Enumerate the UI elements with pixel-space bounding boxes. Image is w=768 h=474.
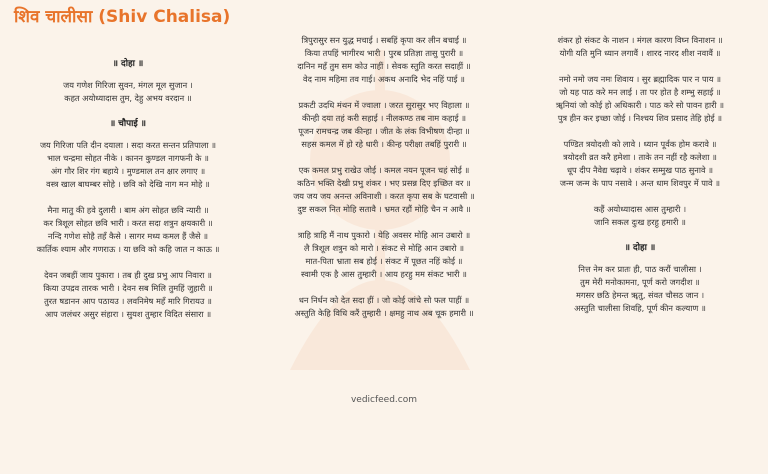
verse-line: त्रिपुरासुर सन युद्ध मचाई । सबहिं कृपा कर लीन बचाई ॥	[301, 35, 467, 45]
verse-line: कहैं अयोध्यादास आस तुम्हारी ।	[593, 204, 687, 214]
verse-line: कठिन भक्ति देखी प्रभु शंकर । भए प्रसन्न दिए इच्छित वर ॥	[297, 178, 471, 188]
verse-line: स्वामी एक है आस तुम्हारी । आय हरहु मम संकट भारी ॥	[301, 269, 467, 279]
verse-line: प्रकटी उदधि मंथन में ज्वाला । जरत सुरासुर भए विहाला ॥	[298, 100, 470, 110]
verse-line: पण्डित त्रयोदशी को लावे । ध्यान पूर्वक होम करावे ॥	[563, 139, 717, 149]
verse-line: त्रयोदशी व्रत करै हमेशा । ताके तन नहीं रहै कलेशा ॥	[563, 152, 717, 162]
verse-line: लै त्रिशूल शत्रुन को मारो । संकट से मोहि आन उबारो ॥	[303, 243, 465, 253]
verse-line: नमो नमो जय नमः शिवाय । सुर ब्रह्मादिक पार न पाय ॥	[559, 74, 721, 84]
verse-line: भाल चन्द्रमा सोहत नीके । कानन कुण्डल नागफनी के ॥	[47, 153, 209, 163]
verse-line: तुम मेरी मनोकामना, पूर्ण करो जगदीश ॥	[580, 277, 700, 287]
verse-line: कीन्ही दया तहं करी सहाई । नीलकण्ठ तब नाम कहाई ॥	[301, 113, 467, 123]
verse-line: ॠनियां जो कोई हो अधिकारी । पाठ करे सो पावन हारी ॥	[555, 100, 725, 110]
verse-line: सहस कमल में हो रहे धारी । कीन्ह परीक्षा तबहिं पुरारी ॥	[301, 139, 467, 149]
verse-line: जानि सकल दुःख हरहु हमारी ॥	[594, 217, 686, 227]
verse-line: देवन जबहीं जाय पुकारा । तब ही दुख प्रभु आप निवारा ॥	[44, 270, 212, 280]
verse-line: कार्तिक श्याम और गणराऊ । या छवि को कहि जात न काऊ ॥	[36, 244, 220, 254]
verse-line: धूप दीप नैवेद्य चढ़ावे । शंकर सम्मुख पाठ सुनावे ॥	[566, 165, 714, 175]
verse-line: मगसर छठि हेमन्त ॠतु, संवत चौसठ जान ।	[575, 290, 705, 300]
verse-line: धन निर्धन को देत सदा हीं । जो कोई जांचे सो फल पाहीं ॥	[298, 295, 470, 305]
verse-line: मैना मातु की हवे दुलारी । बाम अंग सोहत छवि न्यारी ॥	[47, 205, 209, 215]
verse-line: अंग गौर शिर गंग बहाये । मुण्डमाल तन क्षार लगाए ॥	[50, 166, 206, 176]
verse-line: योगी यति मुनि ध्यान लगावैं । शारद नारद शीश नवावैं ॥	[559, 48, 721, 58]
verse-line: कहत अयोध्यादास तुम, देहु अभय वरदान ॥	[64, 93, 192, 103]
doha-heading: ॥ दोहा ॥	[624, 243, 656, 253]
verse-line: त्राहि त्राहि मैं नाथ पुकारो । येहि अवसर मोहि आन उबारो ॥	[297, 230, 471, 240]
verse-line: नित्त नेम कर प्रातः ही, पाठ करौं चालीसा ।	[578, 264, 702, 274]
verse-line: जय जय जय अनन्त अविनाशी । करत कृपा सब के घटवासी ॥	[293, 191, 475, 201]
verse-line: जय गिरिजा पति दीन दयाला । सदा करत सन्तन प्रतिपाला ॥	[39, 140, 217, 150]
verse-line: पुत्र हीन कर इच्छा जोई । निश्चय शिव प्रसाद तेहि होई ॥	[557, 113, 723, 123]
column-1	[0, 58, 256, 474]
site-footer: vedicfeed.com	[350, 395, 418, 405]
doha-heading: ॥ दोहा ॥	[112, 59, 144, 69]
verse-line: अस्तुति केहि विधि करैं तुम्हारी । क्षमहु नाथ अब चूक हमारी ॥	[294, 308, 474, 318]
verse-line: दानिन महँ तुम सम कोउ नाहीं । सेवक स्तुति करत सदाहीं ॥	[297, 61, 471, 71]
verse-line: आप जलंधर असुर संहारा । सुयश तुम्हार विदित संसारा ॥	[44, 309, 212, 319]
verse-line: शंकर हो संकट के नाशन । मंगल कारण विघ्न विनाशन ॥	[557, 35, 723, 45]
verse-line: वेद नाम महिमा तव गाई। अकथ अनादि भेद नहिं पाई ॥	[303, 74, 465, 84]
verse-line: जय गणेश गिरिजा सुवन, मंगल मूल सुजान ।	[63, 80, 193, 90]
verse-line: वस्त्र खाल बाघम्बर सोहे । छवि को देखि नाग मन मोहे ॥	[46, 179, 210, 189]
verse-line: नन्दि गणेश सोहै तहँ कैसे । सागर मध्य कमल हैं जैसे ॥	[47, 231, 209, 241]
verse-line: जो यह पाठ करे मन लाई । ता पर होत है शम्भु सहाई ॥	[559, 87, 721, 97]
verse-line: तुरत षडानन आप पठायउ । लवनिमेष महँ मारि गिरायउ ॥	[44, 296, 212, 306]
verse-line: जन्म जन्म के पाप नसावे । अन्त धाम शिवपुर में पावे ॥	[559, 178, 721, 188]
column-3	[512, 34, 768, 450]
verse-line: किया उपद्रव तारक भारी । देवन सब मिलि तुमहिं जुहारी ॥	[43, 283, 213, 293]
verse-line: मात-पिता भ्राता सब होई । संकट में पूछत नहिं कोई ॥	[305, 256, 463, 266]
verse-line: एक कमल प्रभु राखेउ जोई । कमल नयन पूजन चहं सोई ॥	[298, 165, 470, 175]
verse-line: दुष्ट सकल नित मोहि सतावै । भ्रमत रहौं मोहि चैन न आवै ॥	[297, 204, 471, 214]
verse-line: कर त्रिशूल सोहत छवि भारी । करत सदा शत्रुन क्षयकारी ॥	[43, 218, 213, 228]
column-2	[256, 34, 512, 450]
chaupai-heading: ॥ चौपाई ॥	[109, 119, 147, 129]
verse-line: पूजन रामचन्द्र जब कीन्हा । जीत के लंक विभीषण दीन्हा ॥	[298, 126, 470, 136]
verse-line: किया तपहिं भागीरथ भारी । पुरब प्रतिज्ञा तासु पुरारी ॥	[304, 48, 464, 58]
verse-line: अस्तुति चालीसा शिवहि, पूर्ण कीन कल्याण ॥	[574, 303, 706, 313]
page-title: शिव चालीसा (Shiv Chalisa)	[14, 7, 231, 27]
